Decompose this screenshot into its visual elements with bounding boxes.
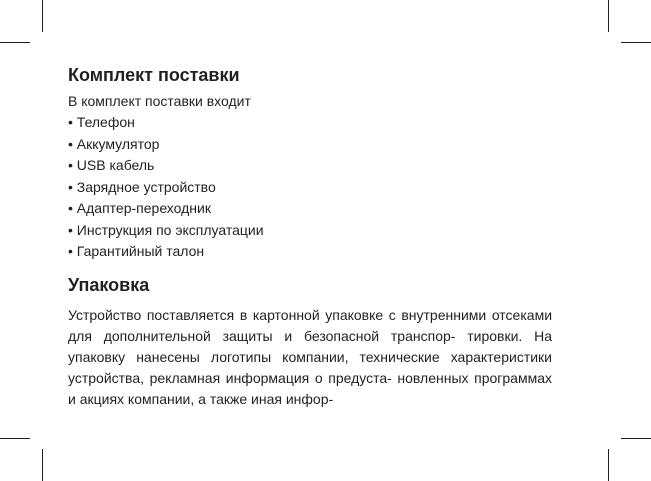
list-item: • USB кабель	[68, 155, 552, 177]
section-spacer	[68, 263, 552, 274]
package-contents-list	[68, 112, 552, 263]
list-item: • Телефон	[68, 112, 552, 134]
page-content	[68, 64, 552, 410]
crop-mark-top-right-horizontal	[621, 42, 651, 43]
packaging-paragraph	[68, 305, 552, 410]
packaging-heading: Упаковка	[68, 274, 150, 295]
list-item: • Зарядное устройство	[68, 177, 552, 199]
list-item: • Инструкция по эксплуатации	[68, 220, 552, 242]
crop-mark-top-left-horizontal	[0, 42, 30, 43]
package-contents-heading: Комплект поставки	[68, 65, 240, 85]
crop-mark-top-right-vertical	[608, 0, 609, 32]
paragraph-line: тировки. На упаковку нанесены логотипы компании, технические	[68, 327, 552, 365]
paragraph-line: Устройство поставляется в картонной упаковке с внутренними	[68, 306, 487, 323]
crop-mark-bottom-left-horizontal	[0, 438, 30, 439]
crop-mark-bottom-right-horizontal	[621, 438, 651, 439]
list-item: • Гарантийный талон	[68, 241, 552, 263]
crop-mark-bottom-right-vertical	[608, 449, 609, 481]
paragraph-line: характеристики устройства, рекламная информация о предуста-	[68, 348, 552, 386]
package-contents-intro: В комплект поставки входит	[68, 93, 251, 109]
crop-mark-top-left-vertical	[42, 0, 43, 32]
paragraph-line: отсеками для дополнительной защиты и безопасной транспор-	[68, 306, 553, 344]
paragraph-line: новленных программах и акциях компании, а также иная инфор-	[68, 369, 552, 407]
list-item: • Адаптер-переходник	[68, 198, 552, 220]
list-item: • Аккумулятор	[68, 134, 552, 156]
crop-mark-bottom-left-vertical	[42, 449, 43, 481]
